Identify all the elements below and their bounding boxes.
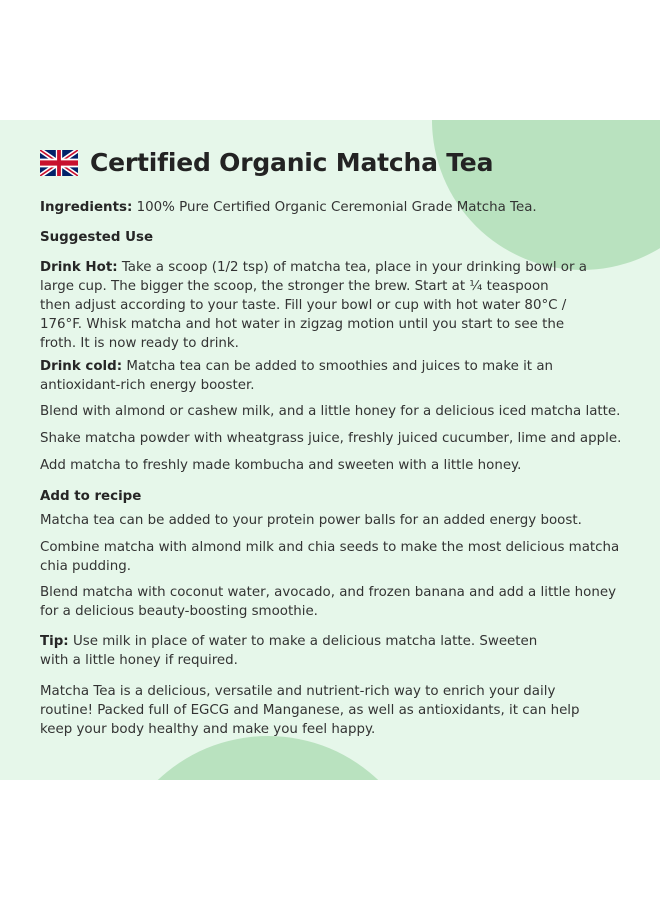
drink-hot-line-2: large cup. The bigger the scoop, the stronger the brew. Start at ¼ teaspoon <box>40 279 549 294</box>
blend-almond-text: Blend with almond or cashew milk, and a little honey for a delicious iced matcha latte. <box>40 404 621 419</box>
chia-line-1: Combine matcha with almond milk and chia seeds to make the most delicious matcha <box>40 540 620 555</box>
drink-hot-line-4: 176°F. Whisk matcha and hot water in zigzag motion until you start to see the <box>40 317 565 332</box>
page-title: Certified Organic Matcha Tea <box>90 148 494 177</box>
drink-hot-line-3: then adjust according to your taste. Fill your bowl or cup with hot water 80°C / <box>40 298 567 313</box>
drink-cold-text-1: Matcha tea can be added to smoothies and juices to make it an <box>126 359 554 374</box>
drink-hot-line-5: froth. It is now ready to drink. <box>40 336 239 351</box>
drink-hot-line-1 <box>40 258 587 277</box>
drink-hot-text-1: Take a scoop (1/2 tsp) of matcha tea, place in your drinking bowl or a <box>121 260 587 275</box>
title-row <box>40 148 493 177</box>
uk-flag-icon <box>40 150 78 176</box>
closing-line-3: keep your body healthy and make you feel happy. <box>40 722 376 737</box>
closing-line-1: Matcha Tea is a delicious, versatile and nutrient-rich way to enrich your daily <box>40 684 556 699</box>
drink-cold-line-1 <box>40 357 553 376</box>
product-info-panel <box>0 120 660 780</box>
shake-matcha-text: Shake matcha powder with wheatgrass juice, freshly juiced cucumber, lime and apple. <box>40 431 622 446</box>
decorative-circle-bottom <box>108 736 428 780</box>
drink-cold-label: Drink cold: <box>40 359 123 374</box>
protein-balls-text: Matcha tea can be added to your protein power balls for an added energy boost. <box>40 513 582 528</box>
suggested-use-heading: Suggested Use <box>40 230 154 245</box>
drink-cold-line-2: antioxidant-rich energy booster. <box>40 378 255 393</box>
decorative-circle-top <box>432 120 660 270</box>
ingredients-text: 100% Pure Certified Organic Ceremonial Grade Matcha Tea. <box>136 200 537 215</box>
tip-line-1 <box>40 632 537 651</box>
tip-line-2: with a little honey if required. <box>40 653 238 668</box>
chia-line-2: chia pudding. <box>40 559 131 574</box>
add-to-recipe-heading: Add to recipe <box>40 489 142 504</box>
tip-label: Tip: <box>40 634 69 649</box>
ingredients-line <box>40 198 537 217</box>
drink-hot-label: Drink Hot: <box>40 260 118 275</box>
closing-line-2: routine! Packed full of EGCG and Manganese, as well as antioxidants, it can help <box>40 703 580 718</box>
ingredients-label: Ingredients: <box>40 200 133 215</box>
coconut-line-2: for a delicious beauty-boosting smoothie. <box>40 604 318 619</box>
coconut-line-1: Blend matcha with coconut water, avocado, and frozen banana and add a little honey <box>40 585 616 600</box>
kombucha-text: Add matcha to freshly made kombucha and sweeten with a little honey. <box>40 458 522 473</box>
tip-text-1: Use milk in place of water to make a delicious matcha latte. Sweeten <box>72 634 538 649</box>
